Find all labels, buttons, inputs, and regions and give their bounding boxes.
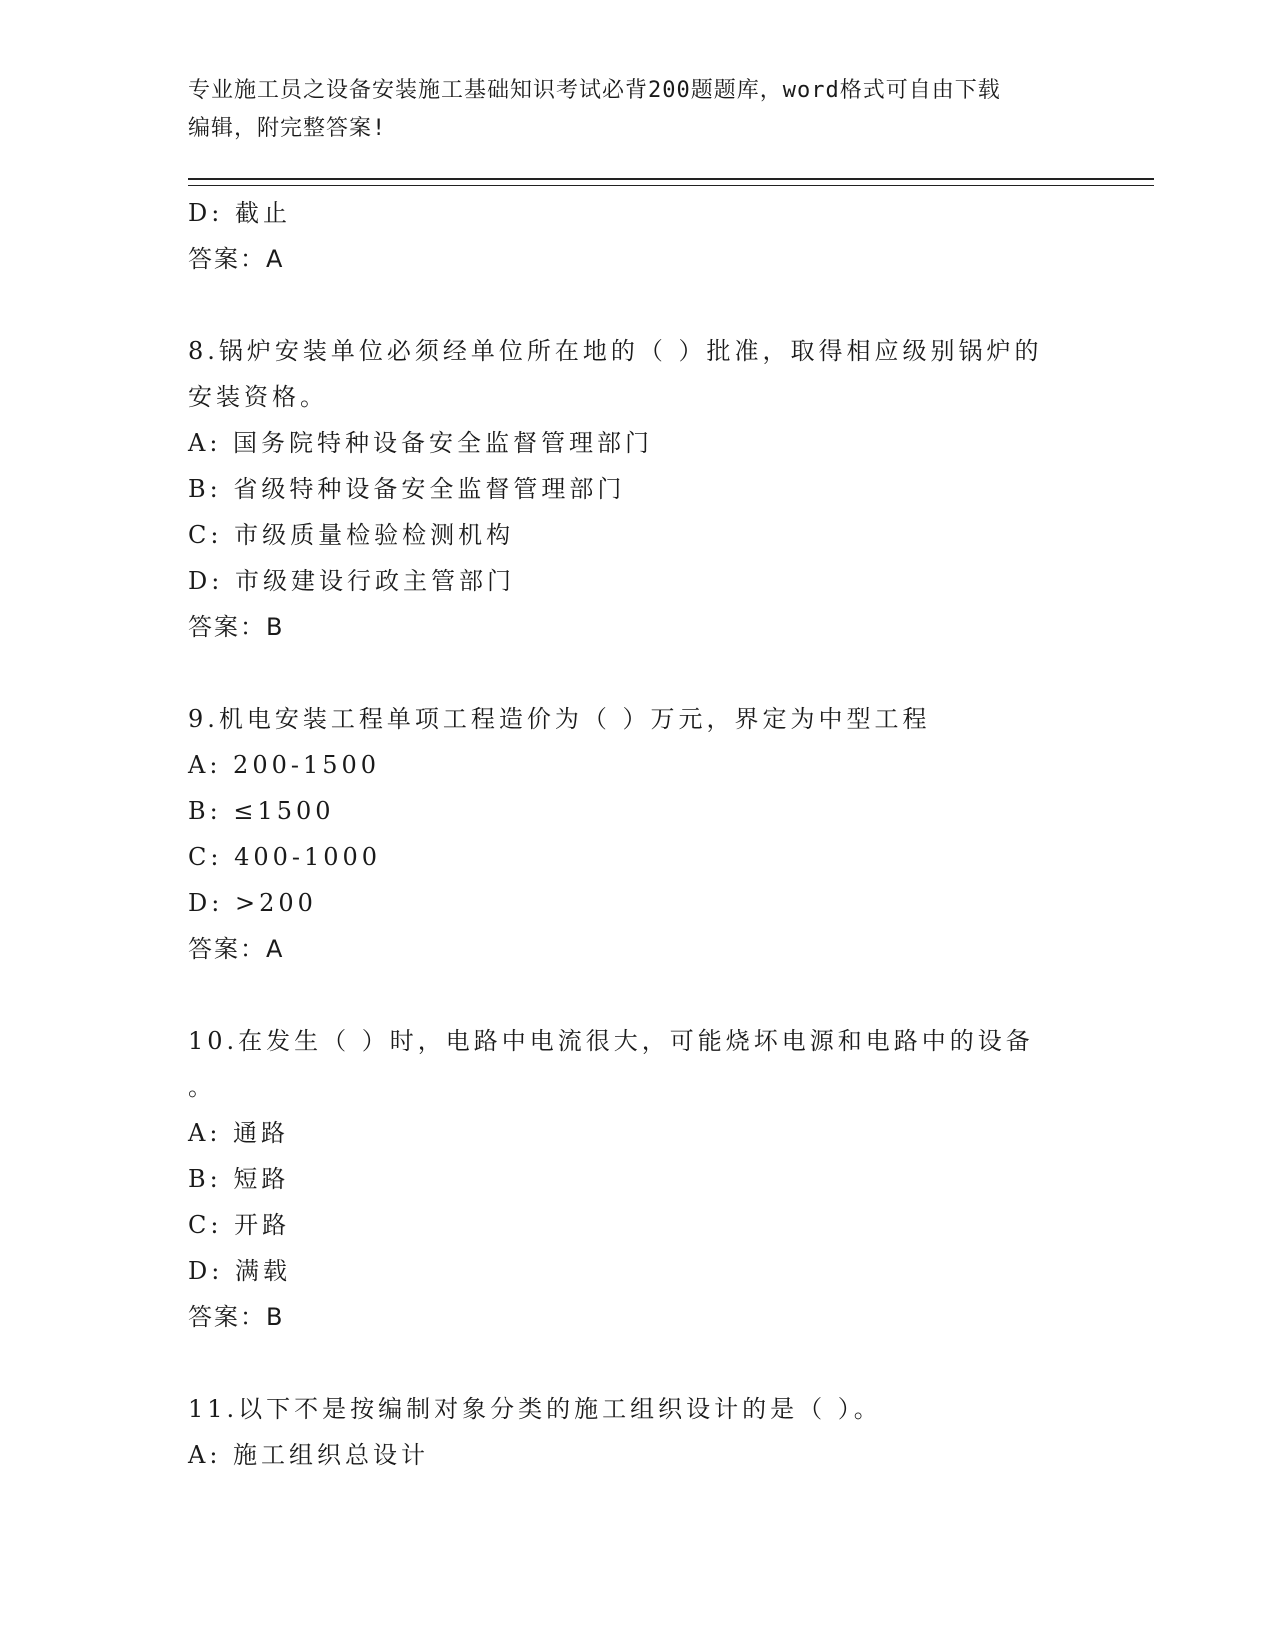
question-stem: 11.以下不是按编制对象分类的施工组织设计的是（ ）。 [188,1395,882,1423]
option-b: B: ≤1500 [188,797,335,825]
option-a: A: 200-1500 [188,751,381,779]
option-a: A: 通路 [188,1119,290,1147]
question-block-10 [188,1018,1138,1340]
answer-label: 答案：B [188,1303,285,1331]
answer-label: 答案：A [188,935,285,963]
option-d: D: 满载 [188,1257,291,1285]
question-stem-continued: 。 [188,1073,216,1101]
header-title-line-2: 编辑，附完整答案! [188,116,387,141]
option-d: D: >200 [188,889,317,917]
question-block-11 [188,1386,1138,1478]
option-c: C: 开路 [188,1211,291,1239]
spacer [188,1340,1138,1386]
header-divider [188,178,1154,186]
spacer [188,972,1138,1018]
option-d: D: 截止 [188,199,291,227]
option-c: C: 400-1000 [188,843,382,871]
question-stem: 9.机电安装工程单项工程造价为（ ）万元，界定为中型工程 [188,705,931,733]
option-d: D: 市级建设行政主管部门 [188,567,515,595]
option-b: B: 短路 [188,1165,290,1193]
question-stem-continued: 安装资格。 [188,383,328,411]
question-block-9 [188,696,1138,972]
page-header [188,72,1088,148]
option-a: A: 施工组织总设计 [188,1441,430,1469]
question-block-prev [188,190,1138,282]
question-stem: 8.锅炉安装单位必须经单位所在地的（ ）批准，取得相应级别锅炉的 [188,337,1043,365]
spacer [188,650,1138,696]
option-c: C: 市级质量检验检测机构 [188,521,515,549]
header-title-line-1: 专业施工员之设备安装施工基础知识考试必背200题题库，word格式可自由下载 [188,78,1001,103]
option-b: B: 省级特种设备安全监督管理部门 [188,475,626,503]
option-a: A: 国务院特种设备安全监督管理部门 [188,429,654,457]
question-content [188,190,1138,1478]
spacer [188,282,1138,328]
answer-label: 答案：A [188,245,285,273]
answer-label: 答案：B [188,613,285,641]
question-block-8 [188,328,1138,650]
question-stem: 10.在发生（ ）时，电路中电流很大，可能烧坏电源和电路中的设备 [188,1027,1034,1055]
